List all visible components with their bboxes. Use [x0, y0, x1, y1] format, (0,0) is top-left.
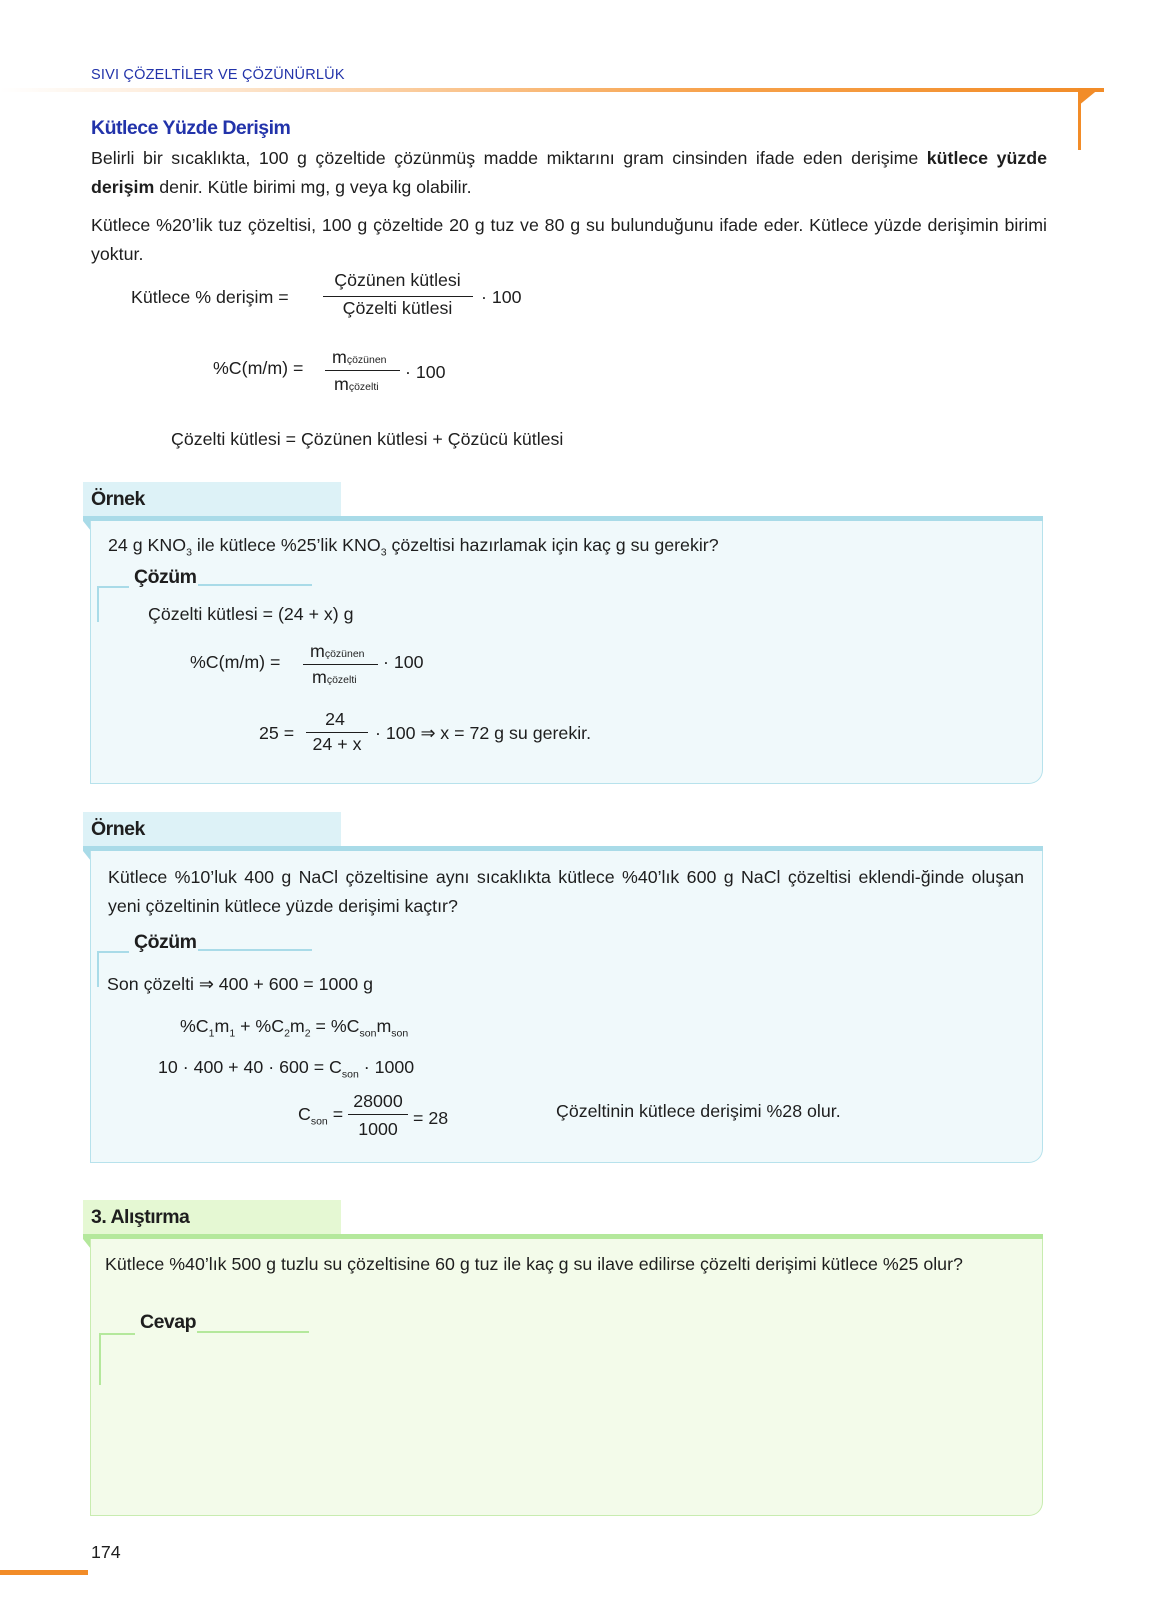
example-2-question: Kütlece %10’luk 400 g NaCl çözeltisine aynı sıcaklıkta kütlece %40’lık 600 g NaCl çözeltisi eklendi-ğinde oluşan yeni çözeltinin kütlece yüzde derişimi kaçtır? [108, 867, 1024, 916]
section-title: Kütlece Yüzde Derişim [91, 117, 291, 139]
chapter-header: SIVI ÇÖZELTİLER VE ÇÖZÜNÜRLÜK [91, 67, 345, 83]
exercise-answer-label: Cevap [140, 1311, 197, 1333]
example-1-line1: Çözelti kütlesi = (24 + x) g [148, 604, 354, 624]
example-2-line2: $\%C_1m_1 + \%C_2m_2 = \%C_{son}m_{son}$ [180, 1016, 409, 1040]
example-2-line3: $10 \cdot 400 + 40 \cdot 600 = C_{son} \cdot 1000$ [158, 1057, 415, 1081]
example-2-conclusion: Çözeltinin kütlece derişimi %28 olur. [556, 1101, 841, 1121]
definition-paragraph: Belirli bir sıcaklıkta, 100 g çözeltide çözünmüş madde miktarını gram cinsinden ifade eden derişime kütlece yüzde derişim denir. Kütle birimi mg, g veya kg olabilir. [91, 148, 1047, 197]
example-1-question: 24 g $KNO_3$ ile kütlece %25’lik $KNO_3$ çözeltisi hazırlamak için kaç g su gerekir? [108, 535, 719, 559]
formula-solution-mass: Çözelti kütlesi = Çözünen kütlesi + Çözücü kütlesi [171, 429, 564, 449]
exercise-box [90, 1239, 1043, 1516]
example-2-tab: Örnek [83, 812, 341, 846]
example-1-solution-label: Çözüm [134, 566, 197, 588]
example-1-tab: Örnek [83, 482, 341, 516]
example-2-line1: Son çözelti ⇒ 400 + 600 = 1000 g [107, 974, 374, 994]
example-paragraph: Kütlece %20’lik tuz çözeltisi, 100 g çözeltide 20 g tuz ve 80 g su bulunduğunu ifade eder. Kütlece yüzde derişimin birimi yoktur. [91, 215, 1047, 264]
header-rule [0, 88, 1104, 92]
example-2-solution-label: Çözüm [134, 931, 197, 953]
page-number: 174 [91, 1542, 121, 1562]
bold-term: kütlece yüzde derişim [91, 148, 1047, 197]
exercise-tab: 3. Alıştırma [83, 1200, 341, 1234]
exercise-question: Kütlece %40’lık 500 g tuzlu su çözeltisine 60 g tuz ile kaç g su ilave edilirse çözelti derişimi kütlece %25 olur? [105, 1254, 963, 1274]
page-number-bar [0, 1570, 88, 1575]
header-corner-triangle [1078, 88, 1100, 106]
